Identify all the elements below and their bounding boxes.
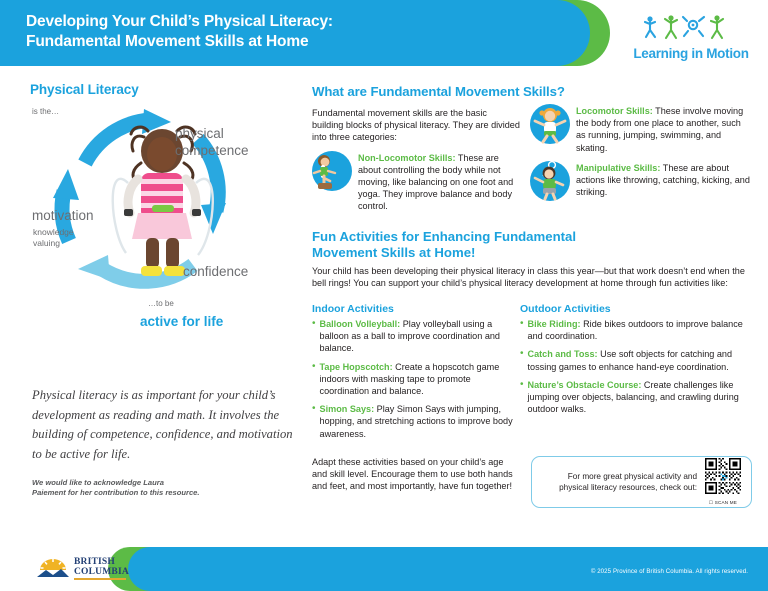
qr-callout-box[interactable] bbox=[531, 456, 752, 508]
outdoor-activities-column bbox=[520, 303, 752, 446]
page-title-line2: Fundamental Movement Skills at Home bbox=[26, 33, 309, 50]
physical-literacy-heading: Physical Literacy bbox=[30, 82, 139, 97]
fun-title-line2: Movement Skills at Home! bbox=[312, 244, 476, 260]
skill-item-non-locomotor bbox=[312, 151, 520, 213]
fms-right-column bbox=[530, 104, 752, 213]
bullet-icon: • bbox=[520, 378, 524, 390]
skill-text-locomotor bbox=[576, 104, 752, 154]
qr-callout-text bbox=[540, 471, 697, 493]
skill-item-manipulative bbox=[530, 161, 752, 201]
diagram-active-for-life-label: active for life bbox=[140, 314, 224, 329]
qr-code-icon[interactable] bbox=[705, 458, 741, 494]
activity-label: Bike Riding: bbox=[527, 319, 581, 330]
bc-wordmark: BRITISH COLUMBIA bbox=[74, 558, 129, 579]
skill-desc: These involve moving the body from one place to another, such as running, jumping, swimming, and skating. bbox=[576, 106, 744, 153]
qr-code-image[interactable] bbox=[703, 458, 743, 506]
activity-desc: Ride bikes outdoors to improve balance and coordination. bbox=[527, 319, 743, 342]
activity-desc: Use soft objects for catching and tossing games to enhance hand-eye coordination. bbox=[527, 349, 733, 372]
fms-intro-text: Fundamental movement skills are the basic building blocks of physical literacy. They are divided into three categories: bbox=[312, 108, 520, 143]
acknowledgement-note bbox=[32, 478, 282, 498]
skill-label: Locomotor Skills: bbox=[576, 106, 653, 116]
activity-label: Balloon Volleyball: bbox=[319, 319, 401, 330]
fun-title-line1: Fun Activities for Enhancing Fundamental bbox=[312, 228, 577, 244]
list-item bbox=[520, 348, 752, 372]
activity-text bbox=[528, 379, 752, 416]
fun-activities-title bbox=[312, 229, 752, 261]
diagram-confidence-label: confidence bbox=[183, 264, 249, 279]
diagram-physical-competence-label: physical competence bbox=[175, 126, 249, 158]
skill-label: Manipulative Skills: bbox=[576, 162, 661, 173]
acknowledgement-line2: Paiement for her contribution to this resource. bbox=[32, 488, 200, 497]
bottom-row bbox=[312, 456, 752, 508]
activity-label: Nature’s Obstacle Course: bbox=[527, 379, 642, 390]
activity-text bbox=[320, 361, 520, 398]
activity-desc: Create a hopscotch game indoors with masking tape to promote coordination and balance. bbox=[319, 361, 500, 397]
qr-text-line2: physical literacy resources, check out: bbox=[559, 482, 697, 492]
skill-desc: These are about actions like throwing, catching, kicking, and striking. bbox=[576, 162, 750, 198]
activity-label: Simon Says: bbox=[319, 404, 375, 415]
bc-logo-rule bbox=[74, 578, 126, 579]
skill-item-locomotor bbox=[530, 104, 752, 154]
child-badminton-icon bbox=[530, 161, 570, 201]
diagram-motivation-label: motivation bbox=[32, 208, 94, 223]
fms-section-title: What are Fundamental Movement Skills? bbox=[312, 84, 565, 99]
copyright-text: © 2025 Province of British Columbia. All rights reserved. bbox=[590, 568, 748, 575]
bullet-icon: • bbox=[520, 318, 524, 330]
page-title bbox=[26, 12, 546, 52]
skill-text-non-locomotor bbox=[358, 151, 520, 213]
indoor-activities-column bbox=[312, 303, 520, 446]
activity-label: Tape Hopscotch: bbox=[319, 361, 393, 372]
fms-columns bbox=[312, 104, 752, 213]
activity-desc: Play volleyball using a balloon as a ball to improve coordination and balance. bbox=[319, 319, 500, 354]
bullet-icon: • bbox=[312, 360, 316, 372]
list-item bbox=[312, 403, 520, 440]
child-tree-pose-icon bbox=[312, 151, 352, 191]
phone-icon: ☐ bbox=[708, 499, 714, 505]
fun-activities-intro: Your child has been developing their physical literacy in class this year—but that work doesn’t end when the bell rings! You can support your child’s physical literacy development at home through fun activities like: bbox=[312, 265, 745, 288]
skill-text-manipulative bbox=[576, 161, 752, 201]
bc-government-logo bbox=[36, 553, 132, 585]
activity-text bbox=[528, 348, 752, 372]
activity-text bbox=[528, 318, 752, 342]
physical-literacy-diagram bbox=[30, 103, 295, 329]
bullet-icon: • bbox=[312, 318, 316, 330]
main-column bbox=[312, 84, 752, 508]
outdoor-activities-heading: Outdoor Activities bbox=[520, 303, 611, 316]
activity-label: Catch and Toss: bbox=[527, 349, 598, 360]
indoor-activities-heading: Indoor Activities bbox=[312, 303, 394, 316]
adapt-note: Adapt these activities based on your child’s age and skill level. Encourage them to use both hands and feet, and most importantly, have fun together! bbox=[312, 456, 513, 492]
physical-literacy-quote: Physical literacy is as important for your child’s development as reading and math. It involves the building of competence, confidence, and motivation to be active for life. bbox=[32, 388, 293, 461]
qr-text-line1: For more great physical activity and bbox=[567, 471, 697, 481]
left-column bbox=[30, 82, 295, 329]
page-footer bbox=[0, 543, 768, 591]
diagram-motivation-sublabels: knowledge valuing bbox=[33, 227, 74, 248]
diagram-is-the-label: is the… bbox=[32, 107, 60, 116]
list-item bbox=[312, 361, 520, 398]
page-header bbox=[0, 0, 768, 66]
diagram-to-be-label: …to be bbox=[148, 299, 174, 308]
bc-sun-mountain-icon bbox=[36, 557, 70, 581]
fms-left-column bbox=[312, 104, 520, 213]
list-item bbox=[520, 318, 752, 342]
learning-in-motion-logo bbox=[632, 12, 750, 61]
page-title-line1: Developing Your Child’s Physical Literacy: bbox=[26, 13, 333, 30]
stick-figures-icon bbox=[641, 12, 741, 40]
skill-desc: These are about controlling the body while not moving, like balancing on one foot and yoga. They improve balance and body control. bbox=[358, 152, 514, 212]
list-item bbox=[520, 379, 752, 416]
bullet-icon: • bbox=[520, 348, 524, 360]
acknowledgement-line1: We would like to acknowledge Laura bbox=[32, 478, 164, 487]
activity-text bbox=[320, 318, 520, 355]
bullet-icon: • bbox=[312, 403, 316, 415]
logo-wordmark: Learning in Motion bbox=[633, 46, 749, 61]
activity-desc: Play Simon Says with jumping, hopping, and stretching actions to improve body awareness. bbox=[319, 404, 513, 439]
scan-me-label: ☐ SCAN ME bbox=[708, 499, 738, 505]
activity-text bbox=[320, 403, 520, 440]
list-item bbox=[312, 318, 520, 355]
activity-desc: Create challenges like jumping over objects, balancing, and crawling during outdoor walks. bbox=[527, 379, 739, 415]
skill-label: Non-Locomotor Skills: bbox=[358, 152, 456, 163]
child-running-icon bbox=[530, 104, 570, 144]
activities-columns bbox=[312, 303, 752, 446]
